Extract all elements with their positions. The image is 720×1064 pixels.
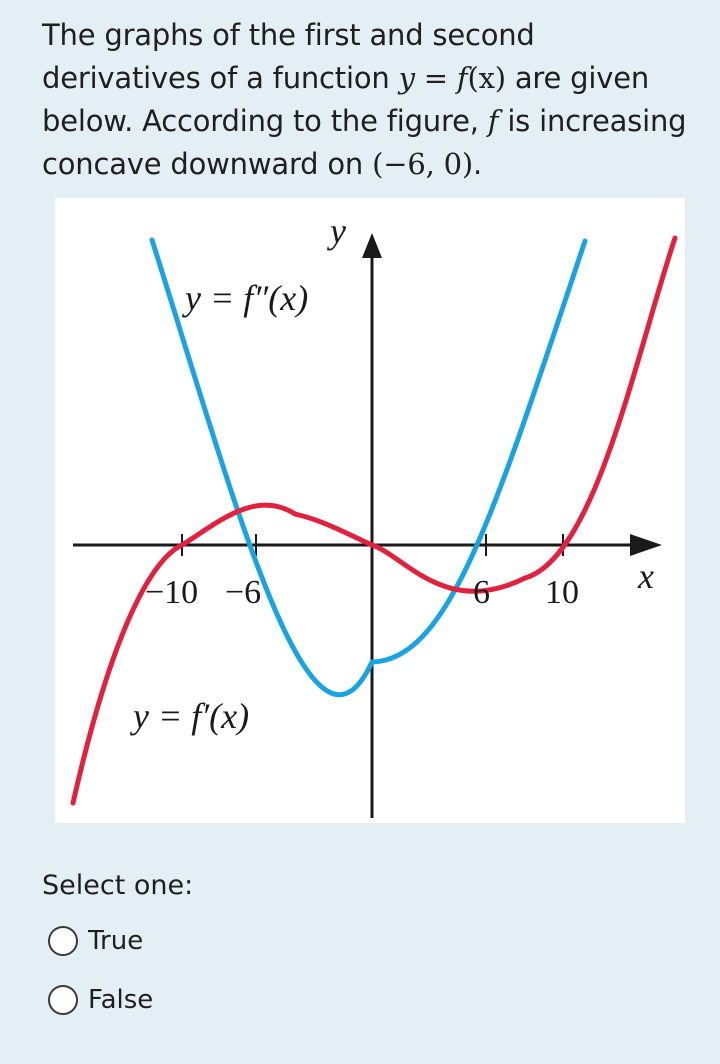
y-axis-label: y bbox=[330, 211, 346, 251]
option-true-label: True bbox=[88, 926, 144, 956]
question-text bbox=[42, 14, 692, 186]
radio-false[interactable] bbox=[48, 985, 78, 1015]
x-axis-arrow bbox=[630, 534, 662, 556]
var-x-paren: (x) bbox=[467, 61, 506, 95]
var-f-inline: f bbox=[487, 104, 499, 138]
option-true[interactable] bbox=[48, 921, 143, 961]
x-axis-label: x bbox=[638, 556, 654, 596]
period: . bbox=[473, 147, 483, 181]
equals-sign: = bbox=[414, 61, 457, 95]
option-false[interactable] bbox=[48, 980, 153, 1020]
derivative-graph-figure bbox=[55, 198, 685, 823]
f-prime-label: y = f′(x) bbox=[133, 696, 250, 736]
tick-label-10: 10 bbox=[545, 574, 579, 611]
var-f: f bbox=[456, 61, 468, 95]
function-notation bbox=[399, 61, 506, 95]
f-double-prime-label: y = f″(x) bbox=[185, 278, 309, 318]
radio-true[interactable] bbox=[48, 926, 78, 956]
interval: (−6, 0) bbox=[372, 147, 473, 181]
graph-svg bbox=[55, 198, 685, 823]
var-y: y bbox=[398, 61, 415, 95]
question-part1: The graphs of the first and second derivatives of a function bbox=[42, 18, 535, 95]
question-part2: are given below. According to the figure, bbox=[42, 61, 650, 138]
question-part3: is increasing concave downward on bbox=[42, 104, 687, 181]
tick-label-neg6: −6 bbox=[225, 574, 262, 611]
tick-label-neg10: −10 bbox=[145, 574, 199, 611]
tick-label-6: 6 bbox=[473, 574, 490, 611]
option-false-label: False bbox=[88, 985, 154, 1015]
select-one-label: Select one: bbox=[42, 870, 194, 901]
y-axis-arrow bbox=[362, 233, 382, 258]
